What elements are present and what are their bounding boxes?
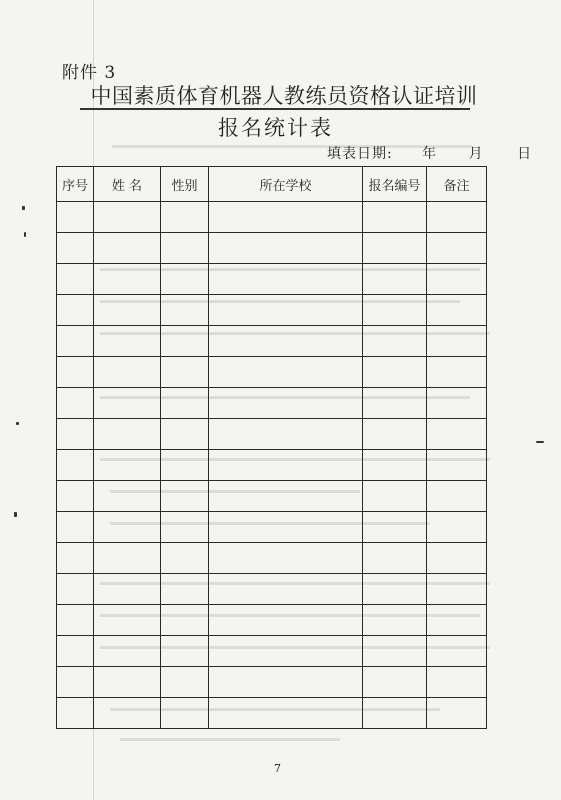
cell-name [94, 419, 161, 450]
table-body [57, 202, 487, 729]
cell-name [94, 450, 161, 481]
cell-name [94, 543, 161, 574]
cell-registration-number [363, 667, 427, 698]
cell-name [94, 512, 161, 543]
cell-school [209, 543, 363, 574]
annex-label: 附件 3 [62, 63, 117, 83]
cell-remarks [427, 419, 487, 450]
scan-speck [536, 441, 544, 443]
cell-remarks [427, 326, 487, 357]
cell-remarks [427, 388, 487, 419]
table-row [57, 233, 487, 264]
cell-remarks [427, 357, 487, 388]
table-row [57, 326, 487, 357]
cell-school [209, 450, 363, 481]
cell-remarks [427, 574, 487, 605]
fill-date-day: 日 [517, 146, 533, 162]
column-header-registration-number: 报名编号 [363, 167, 427, 202]
cell-name [94, 605, 161, 636]
fill-date-label: 填表日期: [327, 146, 393, 162]
page-number: 7 [274, 762, 281, 775]
cell-gender [161, 295, 209, 326]
registration-table [56, 166, 487, 729]
table-row [57, 512, 487, 543]
cell-registration-number [363, 388, 427, 419]
cell-registration-number [363, 202, 427, 233]
cell-index [57, 481, 94, 512]
title-underline [80, 108, 470, 110]
cell-registration-number [363, 295, 427, 326]
cell-school [209, 636, 363, 667]
cell-school [209, 605, 363, 636]
document-title: 中国素质体育机器人教练员资格认证培训 [90, 84, 478, 108]
column-header-name: 姓 名 [94, 167, 161, 202]
cell-index [57, 605, 94, 636]
cell-gender [161, 667, 209, 698]
table-row [57, 388, 487, 419]
cell-remarks [427, 698, 487, 729]
cell-index [57, 512, 94, 543]
table-header-row [57, 167, 487, 202]
cell-remarks [427, 636, 487, 667]
cell-name [94, 264, 161, 295]
cell-gender [161, 357, 209, 388]
cell-registration-number [363, 357, 427, 388]
cell-gender [161, 512, 209, 543]
table-row [57, 357, 487, 388]
table-row [57, 202, 487, 233]
cell-remarks [427, 202, 487, 233]
cell-name [94, 481, 161, 512]
table-row [57, 481, 487, 512]
column-header-remarks: 备注 [427, 167, 487, 202]
cell-index [57, 388, 94, 419]
scan-speck [16, 422, 19, 425]
cell-index [57, 450, 94, 481]
cell-name [94, 388, 161, 419]
cell-name [94, 326, 161, 357]
fill-date-year: 年 [422, 146, 438, 162]
cell-name [94, 202, 161, 233]
cell-school [209, 419, 363, 450]
cell-registration-number [363, 512, 427, 543]
cell-gender [161, 636, 209, 667]
cell-remarks [427, 233, 487, 264]
cell-registration-number [363, 481, 427, 512]
cell-school [209, 512, 363, 543]
cell-registration-number [363, 450, 427, 481]
cell-index [57, 543, 94, 574]
cell-school [209, 326, 363, 357]
table-row [57, 636, 487, 667]
cell-remarks [427, 295, 487, 326]
cell-gender [161, 605, 209, 636]
cell-registration-number [363, 233, 427, 264]
cell-name [94, 574, 161, 605]
cell-index [57, 202, 94, 233]
table-row [57, 698, 487, 729]
cell-school [209, 388, 363, 419]
table-row [57, 450, 487, 481]
cell-school [209, 233, 363, 264]
cell-name [94, 233, 161, 264]
fill-date-line [327, 143, 532, 163]
cell-name [94, 357, 161, 388]
table-row [57, 543, 487, 574]
cell-gender [161, 326, 209, 357]
cell-registration-number [363, 605, 427, 636]
cell-registration-number [363, 574, 427, 605]
cell-registration-number [363, 636, 427, 667]
cell-gender [161, 574, 209, 605]
cell-school [209, 202, 363, 233]
cell-gender [161, 264, 209, 295]
cell-registration-number [363, 698, 427, 729]
cell-registration-number [363, 326, 427, 357]
cell-gender [161, 419, 209, 450]
cell-registration-number [363, 419, 427, 450]
scan-speck [24, 232, 26, 237]
cell-registration-number [363, 264, 427, 295]
table-row [57, 667, 487, 698]
scan-speck [14, 512, 17, 517]
cell-name [94, 295, 161, 326]
table-row [57, 574, 487, 605]
cell-gender [161, 202, 209, 233]
table-row [57, 605, 487, 636]
cell-name [94, 698, 161, 729]
cell-index [57, 233, 94, 264]
cell-remarks [427, 264, 487, 295]
table-row [57, 419, 487, 450]
cell-remarks [427, 605, 487, 636]
cell-gender [161, 481, 209, 512]
cell-remarks [427, 667, 487, 698]
table-row [57, 295, 487, 326]
fill-date-month: 月 [468, 146, 484, 162]
cell-remarks [427, 481, 487, 512]
cell-school [209, 357, 363, 388]
cell-school [209, 574, 363, 605]
cell-registration-number [363, 543, 427, 574]
bleed-through-mark [120, 738, 340, 741]
table-row [57, 264, 487, 295]
document-subtitle: 报名统计表 [218, 116, 333, 140]
cell-index [57, 698, 94, 729]
cell-name [94, 636, 161, 667]
cell-index [57, 357, 94, 388]
cell-remarks [427, 512, 487, 543]
cell-gender [161, 698, 209, 729]
cell-school [209, 667, 363, 698]
cell-remarks [427, 543, 487, 574]
cell-school [209, 481, 363, 512]
cell-gender [161, 450, 209, 481]
cell-school [209, 264, 363, 295]
cell-index [57, 574, 94, 605]
cell-school [209, 698, 363, 729]
cell-school [209, 295, 363, 326]
column-header-gender: 性别 [161, 167, 209, 202]
cell-gender [161, 543, 209, 574]
cell-index [57, 636, 94, 667]
column-header-school: 所在学校 [209, 167, 363, 202]
cell-index [57, 326, 94, 357]
cell-gender [161, 233, 209, 264]
cell-index [57, 264, 94, 295]
cell-index [57, 667, 94, 698]
cell-name [94, 667, 161, 698]
column-header-index: 序号 [57, 167, 94, 202]
cell-index [57, 419, 94, 450]
cell-index [57, 295, 94, 326]
cell-remarks [427, 450, 487, 481]
scan-speck [22, 206, 25, 210]
cell-gender [161, 388, 209, 419]
